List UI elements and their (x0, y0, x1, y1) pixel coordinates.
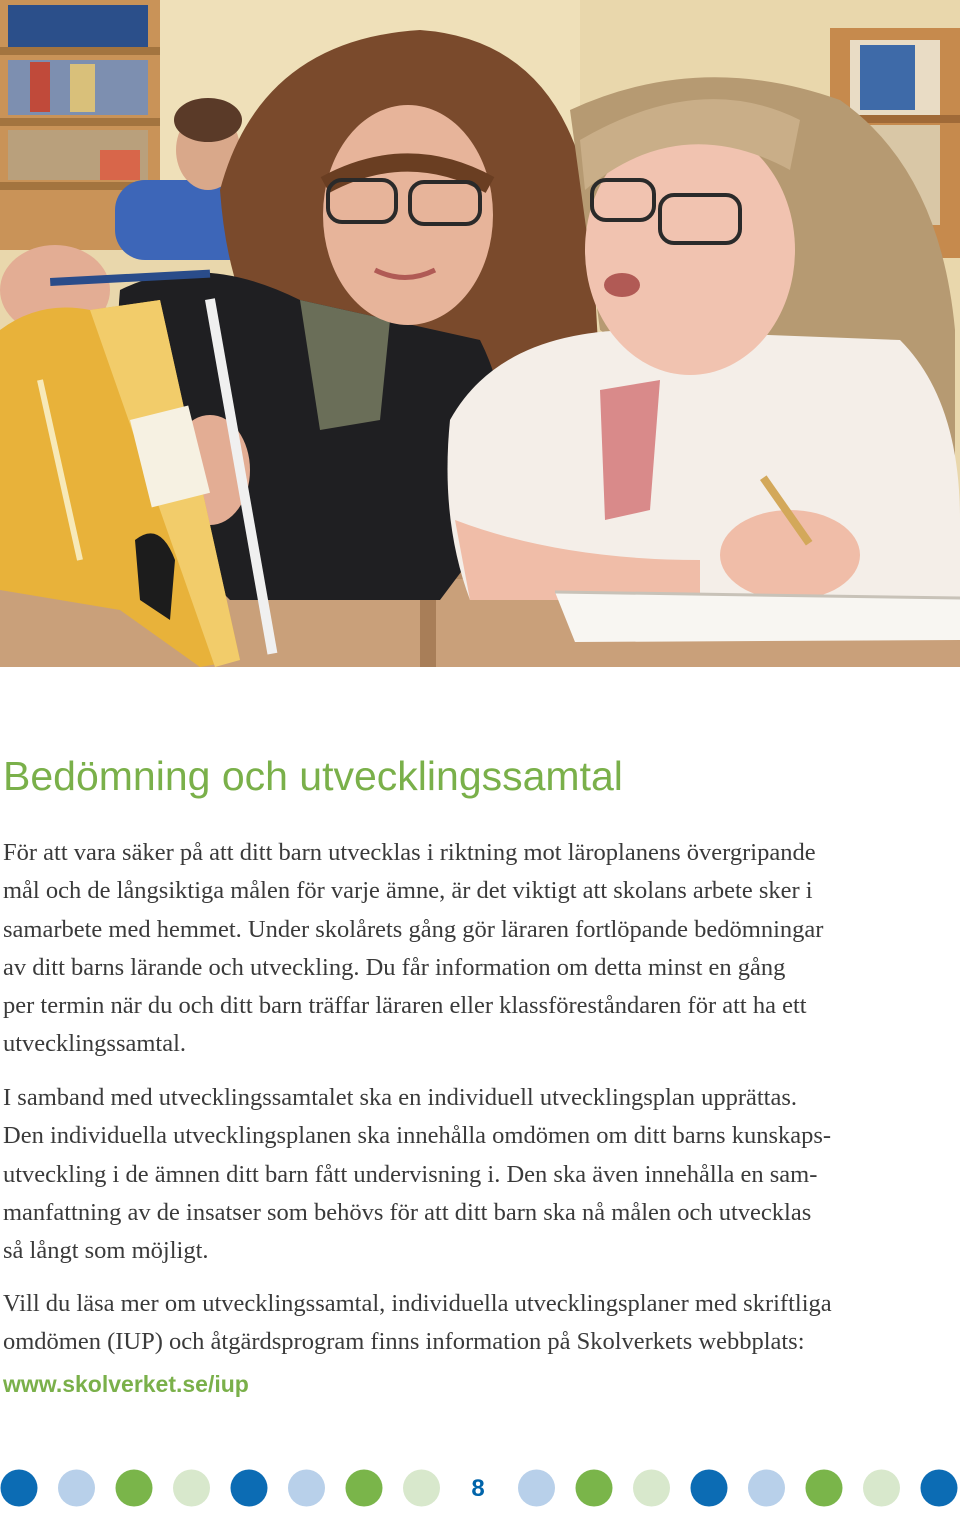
footer-dot (863, 1470, 900, 1507)
footer-dot (346, 1470, 383, 1507)
footer-dot (518, 1470, 555, 1507)
footer-dot (691, 1470, 728, 1507)
footer-dot (173, 1470, 210, 1507)
text-line: För att vara säker på att ditt barn utvecklas i riktning mot läroplanens övergripande (3, 839, 816, 866)
footer-dot (806, 1470, 843, 1507)
footer-dot (288, 1470, 325, 1507)
text-line: manfattning av de insatser som behövs för att ditt barn ska nå målen och utvecklas (3, 1198, 812, 1226)
paragraph-read-more (3, 1285, 958, 1362)
text-line: Den individuella utvecklingsplanen ska innehålla omdömen om ditt barns kunskaps- (3, 1122, 832, 1150)
text-line: Vill du läsa mer om utvecklingssamtal, individuella utvecklingsplaner med skriftliga (3, 1290, 832, 1317)
footer-dot (921, 1470, 958, 1507)
text-line: så långt som möjligt. (3, 1237, 209, 1265)
text-line: per termin när du och ditt barn träffar läraren eller klassföreståndaren för att ha ett (3, 992, 807, 1020)
footer-dot (116, 1470, 153, 1507)
notebook (555, 592, 960, 642)
footer-dot (576, 1470, 613, 1507)
footer-dot (1, 1470, 38, 1507)
text-line: utvecklingssamtal. (3, 1030, 187, 1058)
footer-dot (58, 1470, 95, 1507)
photo-two-students-reading (0, 0, 960, 667)
footer-dot (231, 1470, 268, 1507)
text-line: mål och de långsiktiga målen för varje ämne, är det viktigt att skolans arbete sker i (3, 877, 813, 905)
footer-dot (633, 1470, 670, 1507)
paragraph-assessment (3, 834, 958, 1064)
text-line: I samband med utvecklingssamtalet ska en individuell utvecklingsplan upprättas. (3, 1084, 798, 1111)
footer-dot (403, 1470, 440, 1507)
page-number: 8 (471, 1475, 485, 1502)
text-line: av ditt barns lärande och utveckling. Du får information om detta minst en gång (3, 953, 786, 981)
text-line: omdömen (IUP) och åtgärdsprogram finns information på Skolverkets webbplats: (3, 1328, 805, 1356)
paragraph-development-plan (3, 1079, 958, 1270)
text-line: samarbete med hemmet. Under skolårets gång gör läraren fortlöpande bedömningar (3, 915, 824, 943)
footer-dot (748, 1470, 785, 1507)
page-title: Bedömning och utvecklingssamtal (3, 753, 623, 799)
text-line: utveckling i de ämnen ditt barn fått undervisning i. Den ska även innehålla en sam- (3, 1160, 818, 1188)
skolverket-link[interactable]: www.skolverket.se/iup (3, 1371, 249, 1397)
